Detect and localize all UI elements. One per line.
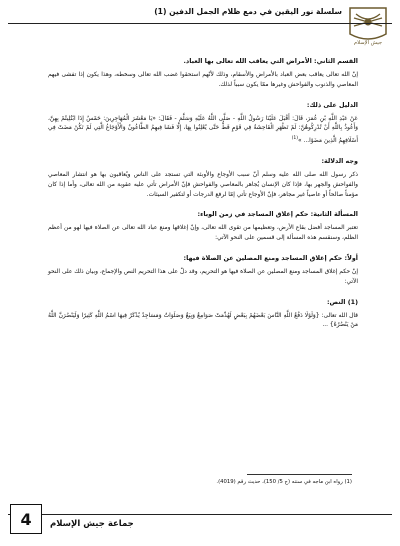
hadith-footnote-ref: (1) (291, 136, 299, 142)
jaysh-al-islam-emblem (346, 4, 390, 48)
footer-organization-name: جماعة جيش الإسلام (50, 519, 134, 529)
section-title: القسم الثاني: الأمراض التي يعاقب الله تعالى بها العباد. (183, 57, 358, 65)
text-evidence-heading: (1) النص: (327, 297, 358, 306)
emblem-caption: جيش الإسلام (353, 40, 383, 46)
page-content (48, 56, 358, 331)
paragraph-mosques: تعتبر المساجد أفضل بقاع الأرض، وتعظيمها من تقوى الله تعالى، وإنّ إغلاقها ومنع عباد الله تعالى عن الصلاة فيها لهو من أعظم الظلم، وسنقسم هذه المسألة إلى قسمين على النحو الآتي: (48, 225, 358, 242)
paragraph-ruling: إنّ حكم إغلاق المساجد ومنع المصلين عن الصلاة فيها هو التحريم، وقد دلّ على هذا التحريم النص والإجماع، وبيان ذلك على النحو الآتي: (48, 268, 358, 285)
footnote-divider (247, 474, 352, 475)
paragraph-intro: إنّ الله تعالى يعاقب بعض العباد بالأمراض والأسقام، وذلك لأنّهم استحقوا غضب الله تعالى وسخطه، وهذا يكون إذا تفشى فيهم المعاصي والذنوب والفواحش وغيرها ممّا يكون سبباً لذلك. (48, 72, 358, 88)
footnote: (1) رواه ابن ماجه في سننه (ج 5/ 150)، حديث رقم (4019). (216, 479, 352, 485)
first-section-heading: أولاً: حكم إغلاق المساجد ومنع المصلين عن الصلاة فيها: (183, 253, 358, 262)
hadith-text (48, 115, 358, 147)
indication-heading: وجه الدلالة: (321, 156, 358, 165)
issue-heading: المسألة الثانية: حكم إغلاق المساجد في زمن الوباء: (197, 210, 358, 219)
quran-verse: قال الله تعالى: {وَلَوْلَا دَفْعُ اللَّهِ النَّاسَ بَعْضَهُمْ بِبَعْضٍ لَهُدِّمَتْ صَوَامِعُ وَبِيَعٌ وَصَلَوَاتٌ وَمَسَاجِدُ يُذْكَرُ فِيهَا اسْمُ اللَّهِ كَثِيرًا وَلَيَنْصُرَنَّ اللَّهُ مَنْ يَنْصُرُهُ} ... (48, 312, 358, 329)
evidence-heading: الدليل على ذلك: (306, 100, 358, 109)
footer-divider (8, 514, 392, 515)
page-number: 4 (10, 504, 42, 534)
header-title: سلسلة نور اليقين في دمع ظلام الجمل الدفين (1) (154, 7, 342, 16)
hadith-body: عَنْ عَبْدِ اللَّهِ بْنِ عُمَرَ، قَالَ: أَقْبَلَ عَلَيْنَا رَسُولُ اللَّهِ - صَلَّى اللَّهُ عَلَيْهِ وَسَلَّمَ - فَقَالَ: «يَا مَعْشَرَ الْمُهَاجِرِينَ: خَمْسٌ إِذَا ابْتُلِيتُمْ بِهِنَّ، وَأَعُوذُ بِاللَّهِ أَنْ تُدْرِكُوهُنَّ: لَمْ تَظْهَرِ الْفَاحِشَةُ فِي قَوْمٍ قَطُّ حَتَّى يُعْلِنُوا بِهَا، إِلَّا فَشَا فِيهِمُ الطَّاعُونُ وَالْأَوْجَاعُ الَّتِي لَمْ تَكُنْ مَضَتْ فِي أَسْلَافِهِمُ الَّذِينَ مَضَوْا... » (48, 115, 358, 145)
header-divider (8, 23, 392, 24)
paragraph-indication: ذكر رسول الله صلى الله عليه وسلم أنّ سبب الأوجاع والأوبئة التي تستجد على الناس ويُعاقبون بها هو انتشار المعاصي والفواحش والجهر بها، فإذا كان الإنسان يُجاهر بالمعاصي والفواحش فإنّ الأمراض تأتي عليه عقوبة من الله تعالى، وأما إذا كان مؤمناً صالحاً أو عاصياً غير مجاهر، فإنّ الأوجاع تأتي إمّا لرفع الدرجات أو لتكفير السيئات. (48, 171, 358, 198)
emblem-shield-icon (346, 4, 390, 48)
